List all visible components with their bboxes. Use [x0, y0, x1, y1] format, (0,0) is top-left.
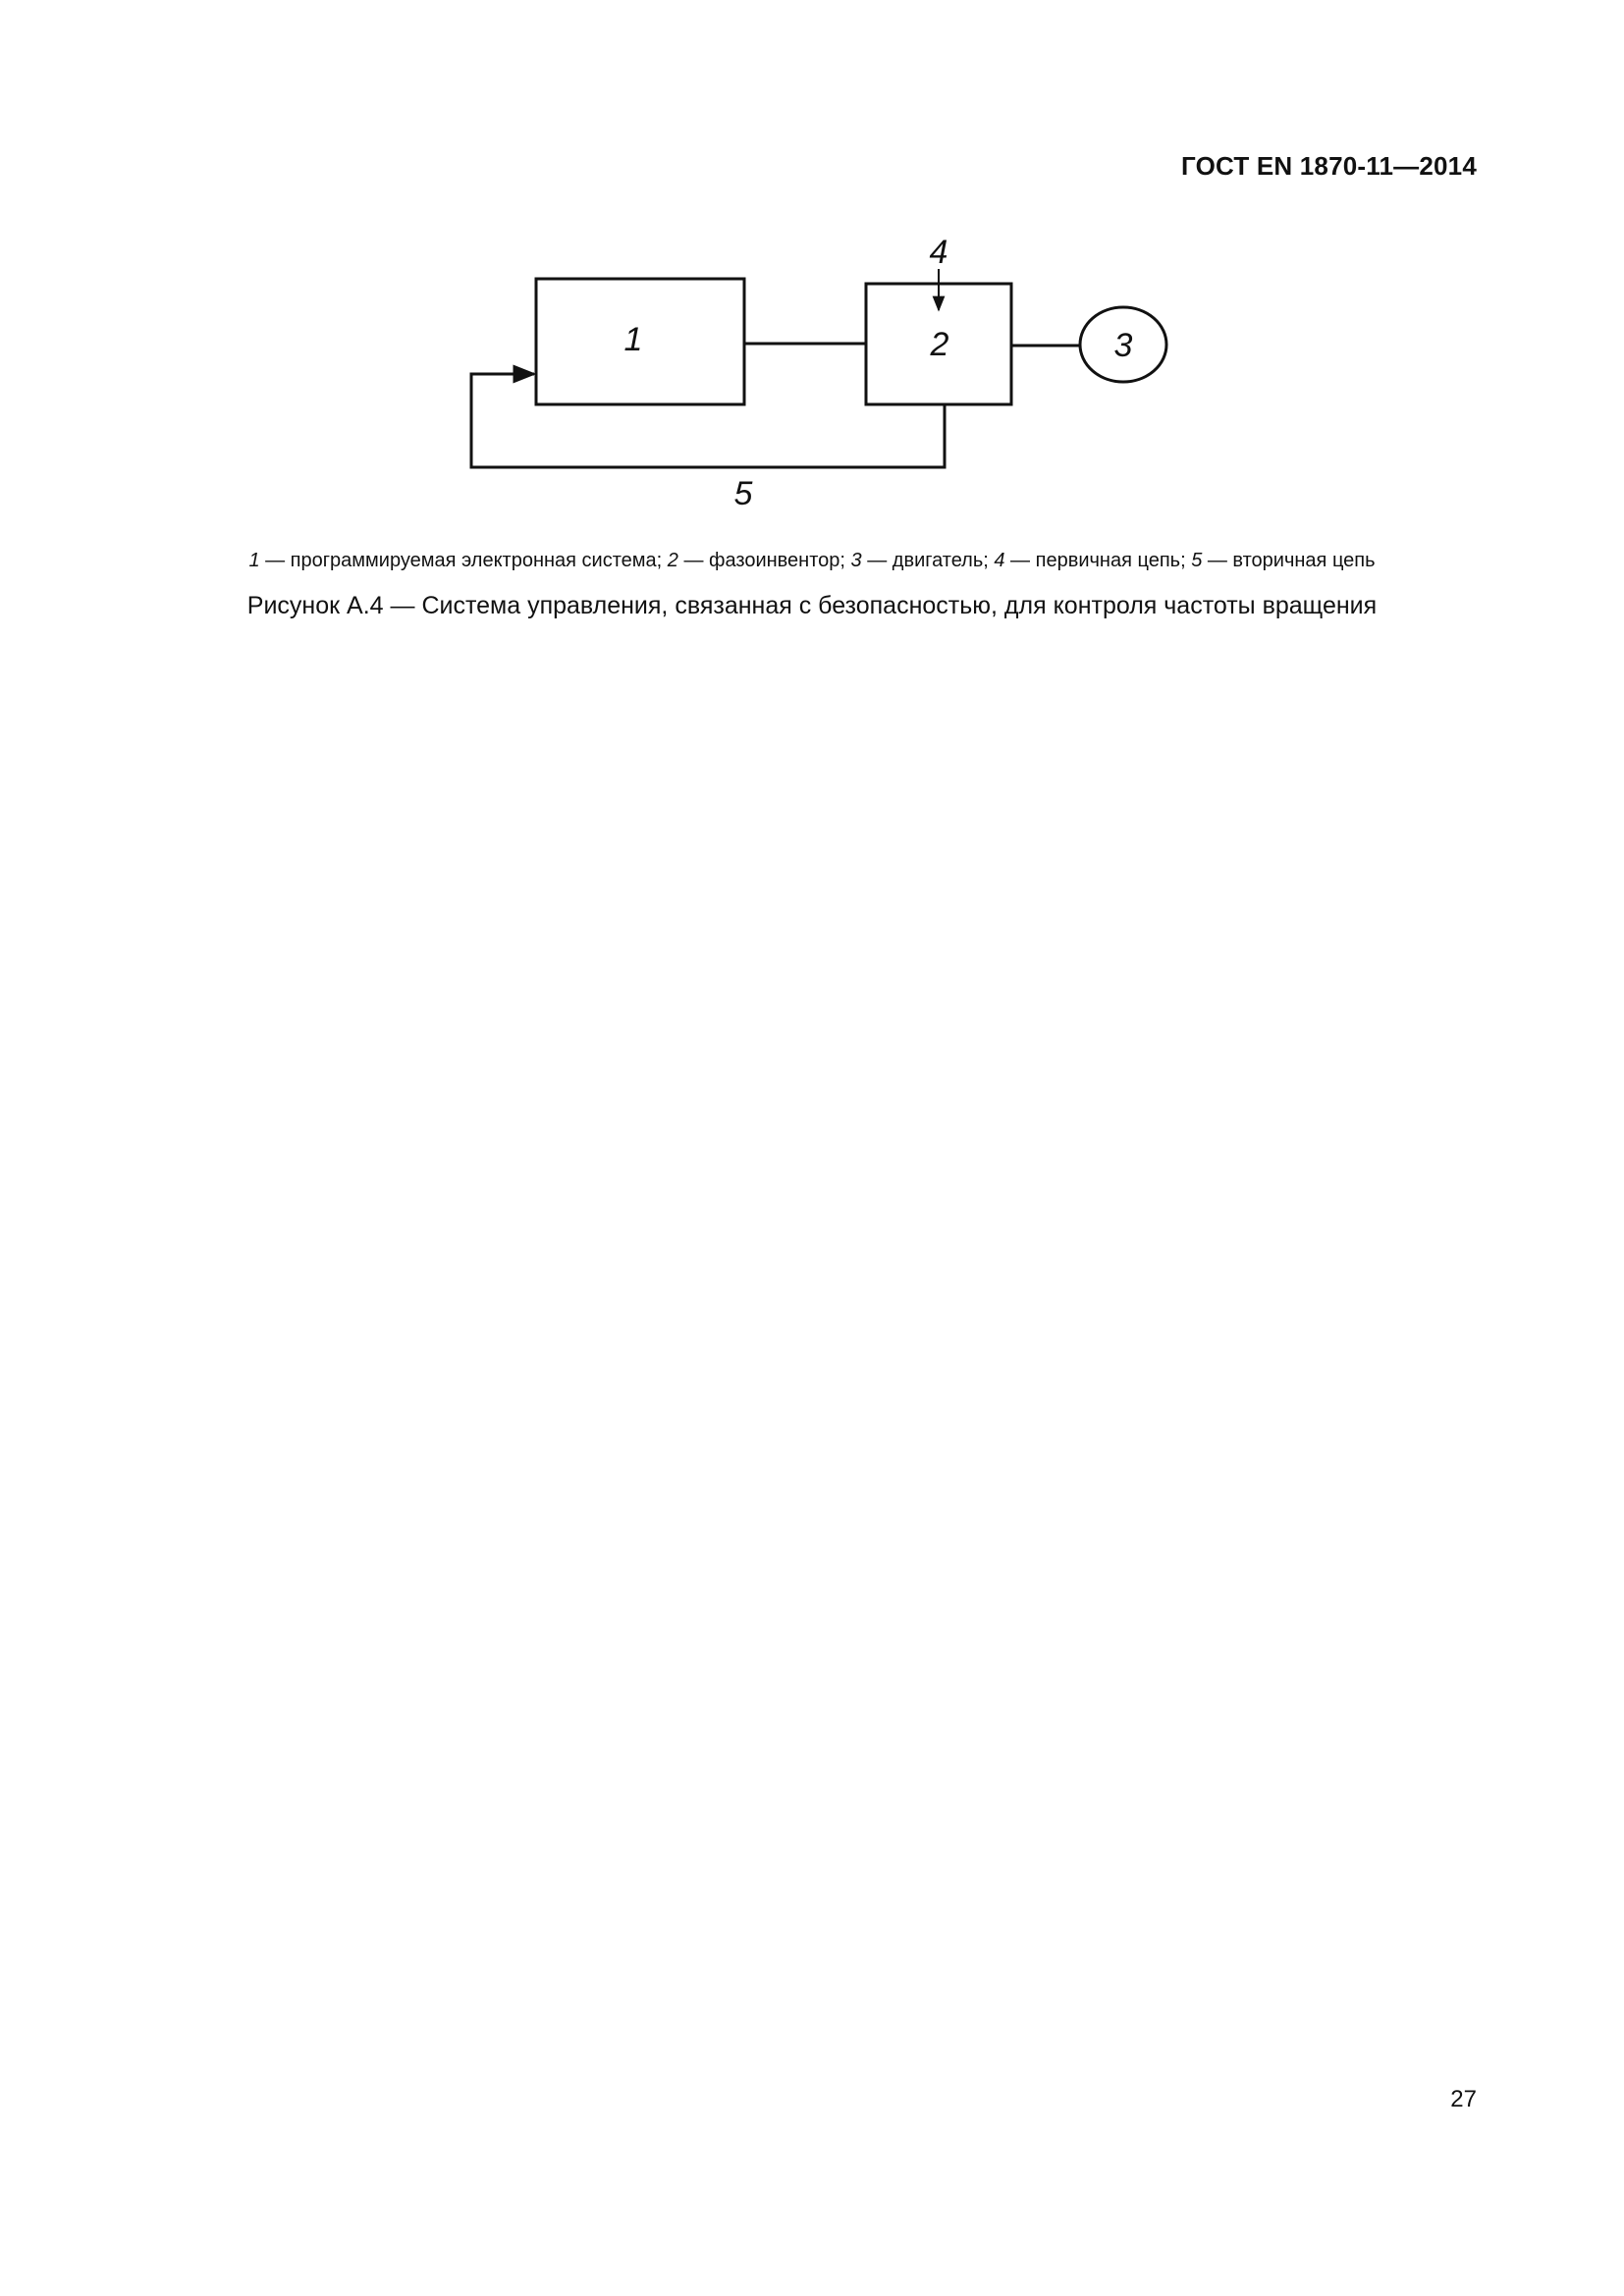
legend-text-5: — вторичная цепь [1202, 550, 1376, 571]
page-number: 27 [1450, 2086, 1477, 2112]
block-2-label: 2 [930, 326, 949, 363]
legend-text-3: — двигатель; [861, 550, 995, 571]
figure-caption: Рисунок А.4 — Система управления, связанная с безопасностью, для контроля частоты вращения [246, 592, 1378, 619]
motor-label: 3 [1113, 327, 1133, 364]
legend-num-2: 2 [667, 550, 678, 571]
legend-num-1: 1 [248, 550, 260, 571]
secondary-circuit-label: 5 [733, 475, 753, 512]
control-system-diagram [0, 0, 1624, 550]
legend-num-5: 5 [1191, 550, 1203, 571]
legend-text-2: — фазоинвентор; [677, 550, 851, 571]
secondary-circuit-loop [471, 374, 945, 467]
document-header: ГОСТ EN 1870-11—2014 [1180, 151, 1477, 181]
legend-num-3: 3 [850, 550, 862, 571]
primary-circuit-label: 4 [929, 234, 948, 271]
figure-legend [0, 550, 1624, 572]
block-1-label: 1 [623, 321, 643, 358]
legend-text-4: — первичная цепь; [1004, 550, 1192, 571]
legend-text-1: — программируемая электронная система; [259, 550, 668, 571]
legend-num-4: 4 [994, 550, 1005, 571]
